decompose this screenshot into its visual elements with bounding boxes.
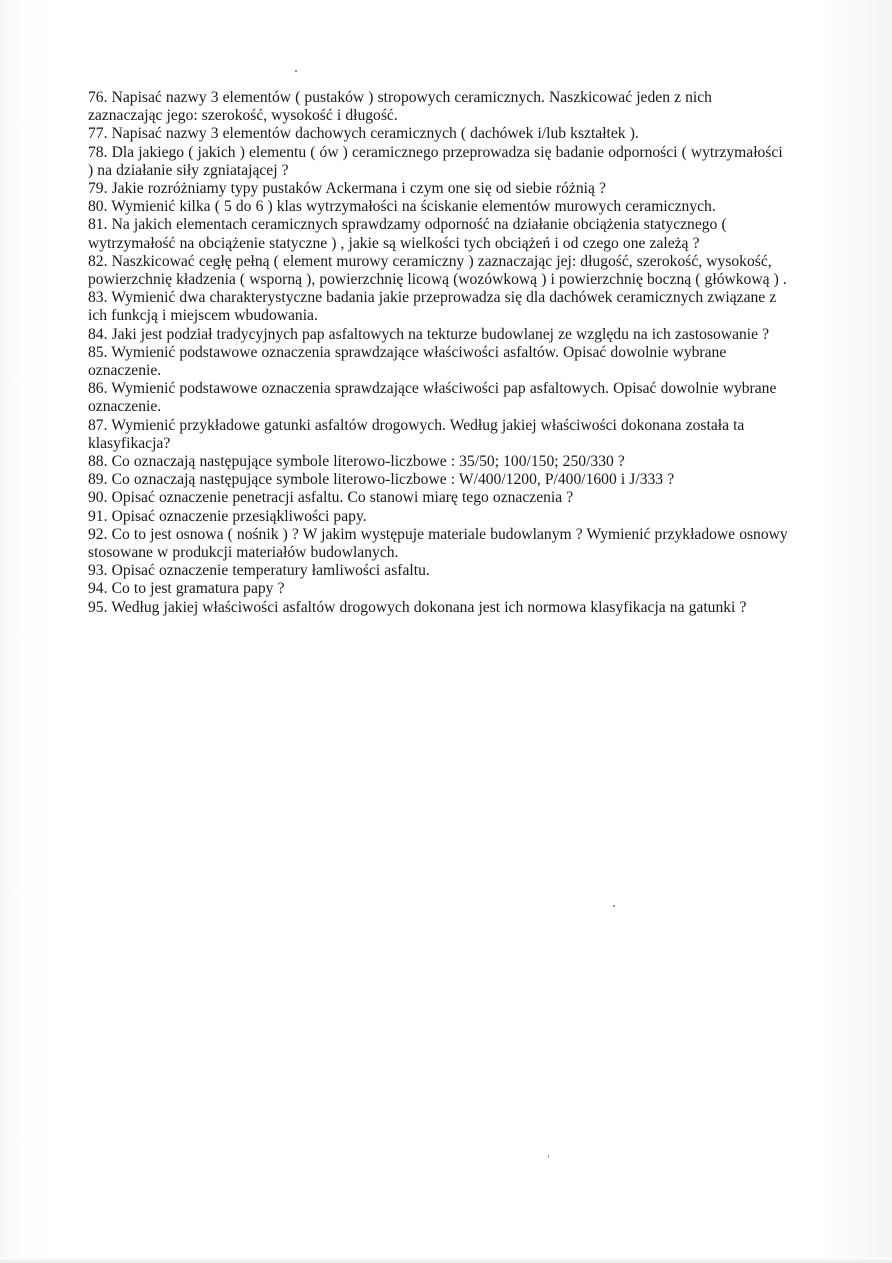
question-91: 91. Opisać oznaczenie przesiąkliwości papy. xyxy=(88,507,367,525)
question-77: 77. Napisać nazwy 3 elementów dachowych ceramicznych ( dachówek i/lub kształtek ). xyxy=(88,125,639,143)
scan-speck xyxy=(548,1155,549,1158)
question-76: 76. Napisać nazwy 3 elementów ( pustaków ) stropowych ceramicznych. Naszkicować jeden z nich zaznaczając jego: szerokość, wysokość i długość. xyxy=(88,89,712,125)
question-list xyxy=(88,89,788,617)
question-90: 90. Opisać oznaczenie penetracji asfaltu. Co stanowi miarę tego oznaczenia ? xyxy=(88,489,574,507)
scan-speck xyxy=(613,905,615,907)
question-93: 93. Opisać oznaczenie temperatury łamliwości asfaltu. xyxy=(88,562,430,580)
question-78: 78. Dla jakiego ( jakich ) elementu ( ów ) ceramicznego przeprowadza się badanie odporności ( wytrzymałości ) na działanie siły zgniatającej ? xyxy=(88,143,783,179)
question-89: 89. Co oznaczają następujące symbole literowo-liczbowe : W/400/1200, P/400/1600 i J/333 ? xyxy=(88,471,675,489)
question-84: 84. Jaki jest podział tradycyjnych pap asfaltowych na tekturze budowlanej ze względu na ich zastosowanie ? xyxy=(88,325,770,343)
question-81: 81. Na jakich elementach ceramicznych sprawdzamy odporność na działanie obciążenia statycznego ( wytrzymałość na obciążenie statyczne ) , jakie są wielkości tych obciążeń i od czego one zależą ? xyxy=(88,216,727,252)
question-80: 80. Wymienić kilka ( 5 do 6 ) klas wytrzymałości na ściskanie elementów murowych ceramicznych. xyxy=(88,198,716,216)
page-bottom-edge xyxy=(0,1257,892,1263)
question-83: 83. Wymienić dwa charakterystyczne badania jakie przeprowadza się dla dachówek ceramicznych związane z ich funkcją i miejscem wbudowania. xyxy=(88,289,777,325)
question-94: 94. Co to jest gramatura papy ? xyxy=(88,580,285,598)
question-92: 92. Co to jest osnowa ( nośnik ) ? W jakim występuje materiale budowlanym ? Wymienić przykładowe osnowy stosowane w produkcji materiałów budowlanych. xyxy=(88,525,788,562)
question-82: 82. Naszkicować cegłę pełną ( element murowy ceramiczny ) zaznaczając jej: długość, szerokość, wysokość, powierzchnię kładzenia ( wsporną ), powierzchnię licową (wozówkową ) i powierzchnię boczną ( główkową ) . xyxy=(88,252,787,289)
question-95: 95. Według jakiej właściwości asfaltów drogowych dokonana jest ich normowa klasyfikacja na gatunki ? xyxy=(88,598,747,616)
question-88: 88. Co oznaczają następujące symbole literowo-liczbowe : 35/50; 100/150; 250/330 ? xyxy=(88,453,625,471)
question-79: 79. Jakie rozróżniamy typy pustaków Ackermana i czym one się od siebie różnią ? xyxy=(88,180,606,198)
question-86: 86. Wymienić podstawowe oznaczenia sprawdzające właściwości pap asfaltowych. Opisać dowolnie wybrane oznaczenie. xyxy=(88,380,777,416)
question-85: 85. Wymienić podstawowe oznaczenia sprawdzające właściwości asfaltów. Opisać dowolnie wybrane oznaczenie. xyxy=(88,343,727,380)
question-87: 87. Wymienić przykładowe gatunki asfaltów drogowych. Według jakiej właściwości dokonana została ta klasyfikacja? xyxy=(88,416,745,452)
scan-speck xyxy=(295,70,297,72)
